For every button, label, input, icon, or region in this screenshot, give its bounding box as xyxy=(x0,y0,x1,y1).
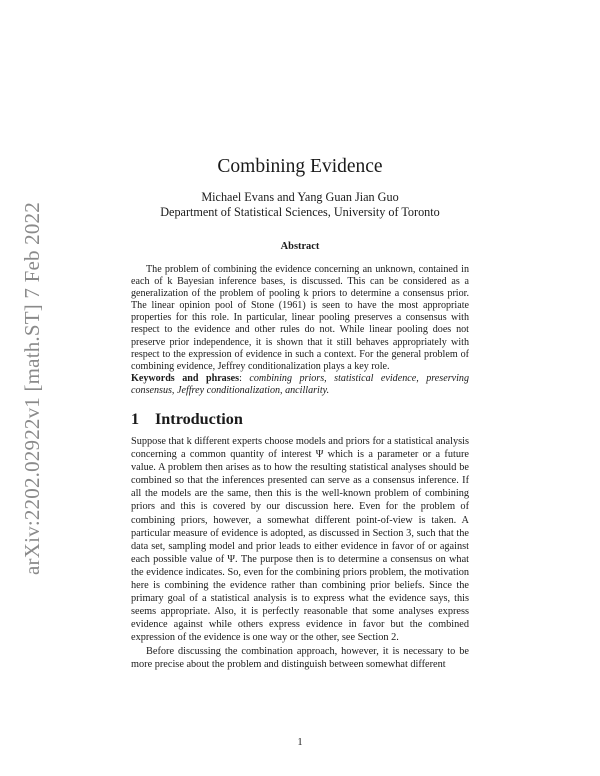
author-list: Michael Evans and Yang Guan Jian Guo xyxy=(201,190,399,204)
body-paragraph: Before discussing the combination approach, however, it is necessary to be more precise about the problem and distinguish between somewhat different xyxy=(131,645,469,670)
section-number: 1 xyxy=(131,410,140,428)
section-heading xyxy=(131,410,243,429)
paper-title: Combining Evidence xyxy=(217,156,383,177)
section-title: Introduction xyxy=(155,410,243,428)
abstract-body xyxy=(131,264,469,373)
keywords-list: combining priors, statistical evidence, preserving consensus, Jeffrey conditionalization, ancillarity. xyxy=(131,373,469,397)
arxiv-identifier-stamp: arXiv:2202.02922v1 [math.ST] 7 Feb 2022 xyxy=(20,202,44,575)
author-affiliation: Department of Statistical Sciences, University of Toronto xyxy=(160,205,440,219)
page-number: 1 xyxy=(297,737,303,748)
body-paragraph: Suppose that k different experts choose models and priors for a statistical analysis concerning a common quantity of interest Ψ which is a parameter or a future value. A problem then arises as to how the resulting statistical analyses should be combined so that the inferences presented can serve as a consensus inference. If all the models are the same, then this is the well-known problem of combining priors and this is covered by our discussion here. Even for the problem of combining priors, however, a somewhat different point-of-view is taken. A particular measure of evidence is adopted, as discussed in Section 3, such that the data set, sampling model and prior leads to either evidence in favor of or against each possible value of Ψ. The purpose then is to determine a consensus on what the evidence indicates. So, even for the combining priors problem, the motivation here is combining the evidence rather than combining prior beliefs. Since the primary goal of a statistical analysis is to express what the evidence says, this seems appropriate. Also, it is perfectly reasonable that some analyses express evidence against while others express evidence in favor but the combined expression of the evidence is one way or the other, see Section 2. xyxy=(131,436,469,644)
section-body xyxy=(131,435,469,671)
keywords-block: Keywords and phrases: combining priors, statistical evidence, preserving consensus, Jeffrey conditionalization, ancillarity. xyxy=(131,373,469,397)
keywords-label: Keywords and phrases xyxy=(131,373,240,384)
abstract-text: The problem of combining the evidence concerning an unknown, contained in each of k Bayesian inference bases, is discussed. This can be considered as a generalization of the problem of pooling k priors to determine a consensus prior. The linear opinion pool of Stone (1961) is seen to have the most appropriate properties for this role. In particular, linear pooling preserves a consensus with respect to the evidence and other rules do not. While linear pooling does not preserve prior independence, it is shown that it still behaves appropriately with respect to the expression of evidence in such a context. For the general problem of combining evidence, Jeffrey conditionalization plays a key role. xyxy=(131,264,469,372)
abstract-heading: Abstract xyxy=(280,241,320,252)
